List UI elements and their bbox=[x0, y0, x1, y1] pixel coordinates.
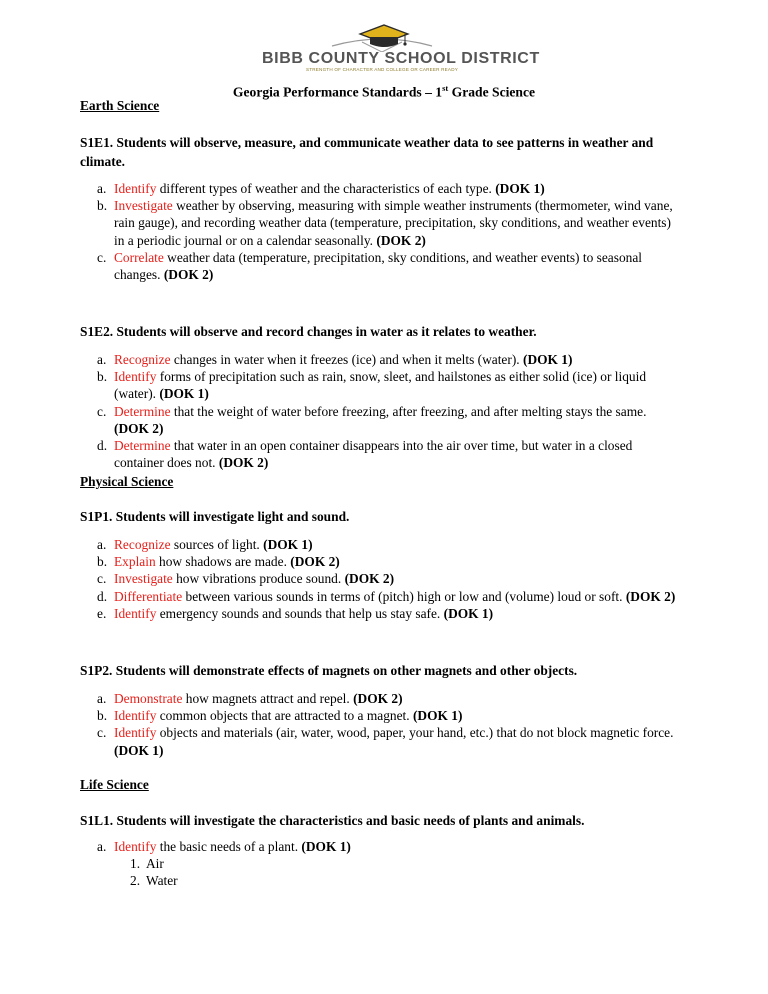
standard-title: S1E1. Students will observe, measure, and communicate weather data to see patterns in weather and climate. bbox=[80, 135, 654, 169]
list-item: b. Explain how shadows are made. (DOK 2) bbox=[97, 554, 340, 570]
standard-items bbox=[80, 838, 680, 890]
standard-items bbox=[80, 180, 680, 283]
list-item: c. Correlate weather data (temperature, precipitation, sky conditions, and weather events) to seasonal changes. (DOK 2) bbox=[97, 249, 642, 283]
section-heading-life-science: Life Science bbox=[80, 777, 149, 792]
list-item: a. Identify the basic needs of a plant. (DOK 1) 1. Air 2. Water bbox=[80, 838, 680, 890]
list-item: a. Recognize sources of light. (DOK 1) bbox=[97, 537, 313, 552]
district-logo bbox=[262, 22, 540, 74]
standard-items bbox=[80, 351, 680, 471]
standard-items bbox=[80, 690, 680, 759]
district-name: BIBB COUNTY SCHOOL DISTRICT bbox=[262, 50, 540, 67]
sub-list-item: 1. Air bbox=[130, 856, 164, 872]
list-item: a. Identify different types of weather and the characteristics of each type. (DOK 1) bbox=[97, 181, 545, 196]
list-item: a. Recognize changes in water when it freezes (ice) and when it melts (water). (DOK 1) bbox=[97, 352, 573, 367]
sub-list bbox=[114, 855, 680, 889]
list-item: a. Demonstrate how magnets attract and repel. (DOK 2) bbox=[97, 691, 403, 706]
standard-title: S1L1. Students will investigate the characteristics and basic needs of plants and animals. bbox=[80, 813, 585, 828]
list-item: d. Differentiate between various sounds in terms of (pitch) high or low and (volume) loud or soft. (DOK 2) bbox=[97, 588, 676, 604]
standard-title: S1P2. Students will demonstrate effects of magnets on other magnets and other objects. bbox=[80, 663, 578, 678]
document-title: Georgia Performance Standards – 1st Grade Science bbox=[232, 83, 536, 100]
list-item: b. Identify common objects that are attracted to a magnet. (DOK 1) bbox=[97, 708, 463, 724]
list-item: b. Identify forms of precipitation such as rain, snow, sleet, and hailstones as either solid (ice) or liquid (water). (DOK 1) bbox=[97, 369, 647, 402]
graduation-cap-icon bbox=[262, 22, 502, 52]
standard-items bbox=[80, 536, 680, 622]
list-item: c. Identify objects and materials (air, water, wood, paper, your hand, etc.) that do not block magnetic force. (DOK 1) bbox=[97, 725, 674, 758]
list-item: c. Determine that the weight of water before freezing, after freezing, and after melting stays the same. (DOK 2) bbox=[97, 403, 647, 436]
list-item: e. Identify emergency sounds and sounds that help us stay safe. (DOK 1) bbox=[97, 605, 494, 621]
section-heading-physical-science: Physical Science bbox=[80, 474, 174, 489]
list-item: d. Determine that water in an open container disappears into the air over time, but water in a closed container does not. (DOK 2) bbox=[97, 438, 633, 471]
standard-title: S1P1. Students will investigate light and sound. bbox=[80, 509, 350, 524]
list-item: b. Investigate weather by observing, measuring with simple weather instruments (thermometer, wind vane, rain gauge), and recording weather data (temperature, precipitation, sky conditions, and weather events) in a periodic journal or on a calendar seasonally. (DOK 2) bbox=[97, 198, 673, 248]
sub-list-item: 2. Water bbox=[130, 873, 178, 889]
section-heading-earth-science: Earth Science bbox=[80, 98, 160, 113]
standard-title: S1E2. Students will observe and record changes in water as it relates to weather. bbox=[80, 324, 537, 339]
district-tagline: STRENGTH OF CHARACTER AND COLLEGE OR CAREER READY bbox=[306, 67, 458, 72]
list-item: c. Investigate how vibrations produce sound. (DOK 2) bbox=[97, 571, 395, 587]
